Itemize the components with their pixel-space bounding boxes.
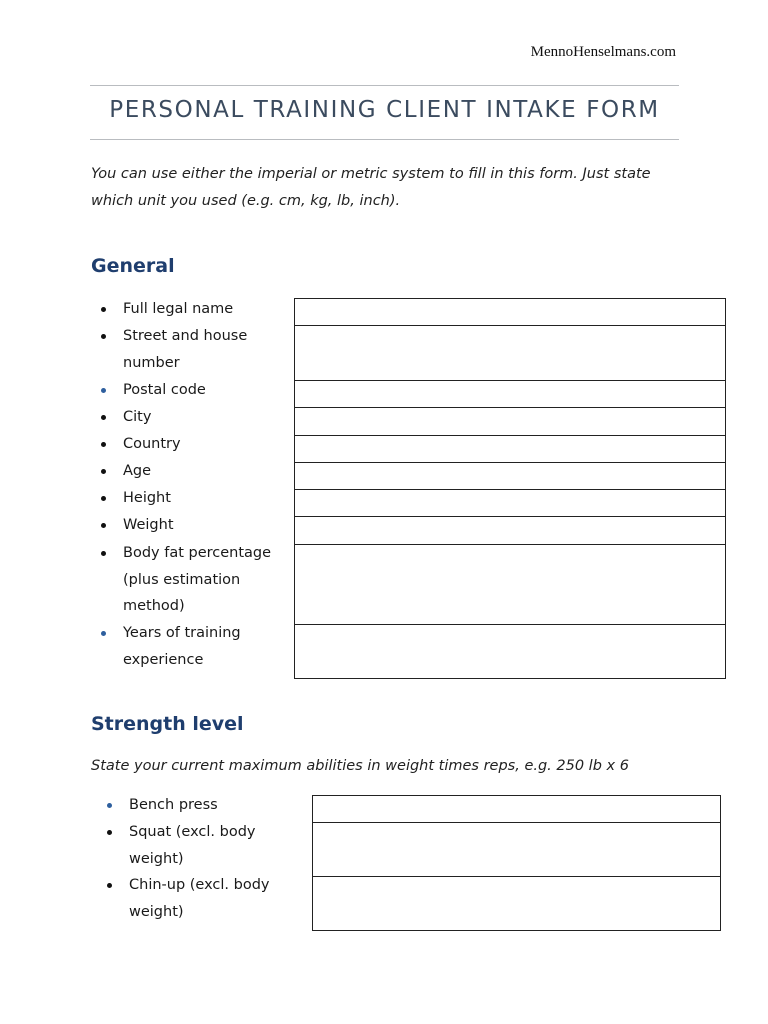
label-weight: Weight xyxy=(123,517,174,533)
label-years-of-training-experience: Years of training experience xyxy=(123,625,241,668)
bullet-icon xyxy=(101,388,106,393)
bullet-icon xyxy=(101,631,106,636)
page-title: PERSONAL TRAINING CLIENT INTAKE FORM xyxy=(109,97,660,123)
bullet-icon xyxy=(101,469,106,474)
bullet-icon xyxy=(107,803,112,808)
field-height[interactable] xyxy=(294,489,726,517)
label-country: Country xyxy=(123,436,181,452)
label-city: City xyxy=(123,409,152,425)
bullet-icon xyxy=(101,442,106,447)
field-street-and-house-number[interactable] xyxy=(294,325,726,381)
field-age[interactable] xyxy=(294,462,726,490)
field-postal-code[interactable] xyxy=(294,380,726,408)
field-city[interactable] xyxy=(294,407,726,436)
bullet-icon xyxy=(101,415,106,420)
field-squat[interactable] xyxy=(312,822,721,877)
bullet-icon xyxy=(101,307,106,312)
label-postal-code: Postal code xyxy=(123,382,206,398)
bullet-icon xyxy=(101,334,106,339)
field-full-legal-name[interactable] xyxy=(294,298,726,326)
general-heading: General xyxy=(91,255,175,277)
label-age: Age xyxy=(123,463,152,479)
label-bench-press: Bench press xyxy=(129,797,218,813)
site-url: MennoHenselmans.com xyxy=(530,44,676,60)
strength-note: State your current maximum abilities in weight times reps, e.g. 250 lb x 6 xyxy=(91,758,629,774)
strength-heading: Strength level xyxy=(91,713,244,735)
label-body-fat-percentage: Body fat percentage (plus estimation method) xyxy=(123,545,272,614)
title-bottom-rule xyxy=(90,139,679,140)
bullet-icon xyxy=(107,883,112,888)
bullet-icon xyxy=(101,496,106,501)
title-top-rule xyxy=(90,85,679,86)
field-years-of-training-experience[interactable] xyxy=(294,624,726,679)
field-body-fat-percentage[interactable] xyxy=(294,544,726,625)
label-chin-up: Chin-up (excl. body weight) xyxy=(129,877,270,920)
field-bench-press[interactable] xyxy=(312,795,721,823)
intro-text: You can use either the imperial or metric system to fill in this form. Just state which unit you used (e.g. cm, kg, lb, inch). xyxy=(91,166,651,209)
field-country[interactable] xyxy=(294,435,726,463)
label-street-and-house-number: Street and house number xyxy=(123,328,248,371)
bullet-icon xyxy=(101,523,106,528)
label-squat: Squat (excl. body weight) xyxy=(129,824,256,867)
field-weight[interactable] xyxy=(294,516,726,545)
bullet-icon xyxy=(101,551,106,556)
label-height: Height xyxy=(123,490,171,506)
bullet-icon xyxy=(107,830,112,835)
field-chin-up[interactable] xyxy=(312,876,721,931)
label-full-legal-name: Full legal name xyxy=(123,301,234,317)
